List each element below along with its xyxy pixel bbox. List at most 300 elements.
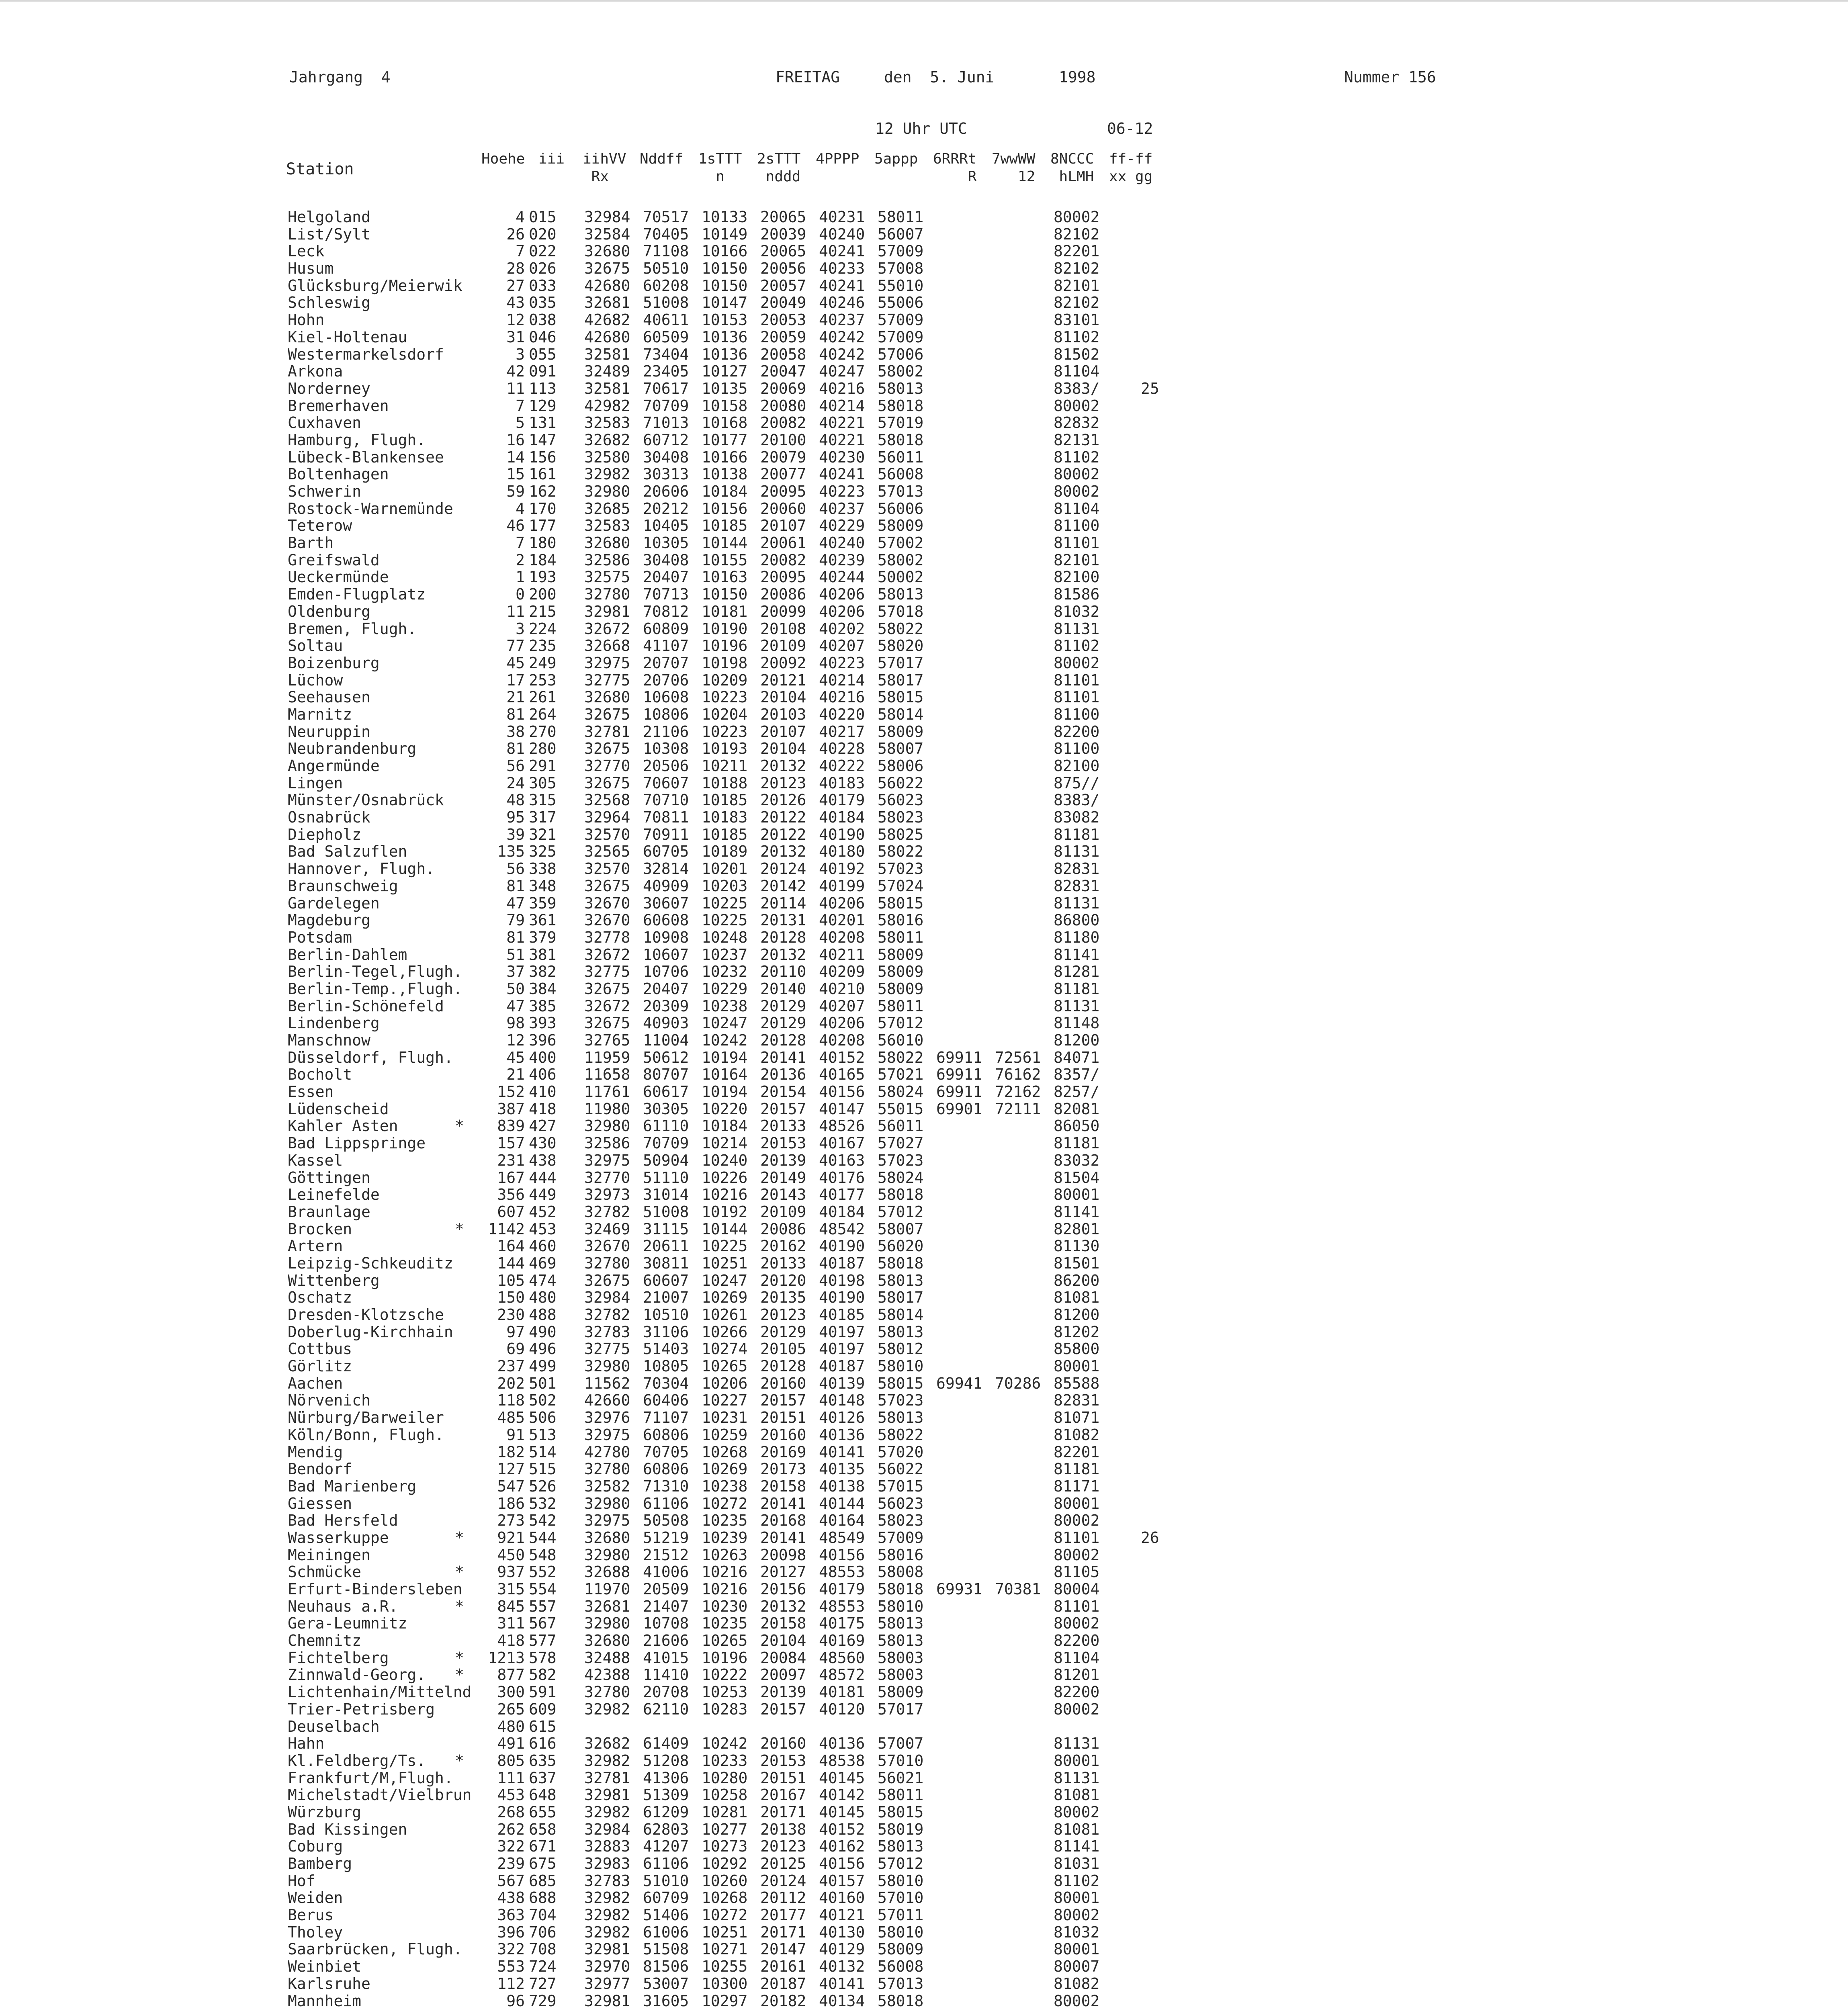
group-nddff: 10805 [643, 1357, 689, 1375]
station-height: 3 [516, 345, 525, 363]
group-2sttt: 20086 [760, 1220, 806, 1238]
station-name: Oldenburg [288, 602, 370, 620]
station-height: 396 [497, 1923, 525, 1941]
group-8nccc: 86050 [1054, 1117, 1100, 1135]
group-4pppp: 40206 [819, 585, 865, 604]
station-id: 729 [529, 1992, 557, 2009]
station-name: Coburg [288, 1837, 343, 1856]
station-name: Angermünde [288, 757, 380, 775]
group-8nccc: 81100 [1054, 740, 1100, 758]
group-5appp: 56021 [878, 1769, 924, 1787]
group-5appp: 56022 [878, 1460, 924, 1478]
group-nddff: 70705 [643, 1443, 689, 1461]
station-id: 685 [529, 1872, 557, 1890]
station-height: 839 [497, 1117, 525, 1135]
group-1sttt: 10251 [702, 1923, 748, 1941]
group-iihvv: 32980 [584, 1357, 630, 1375]
group-5appp: 58013 [878, 585, 924, 604]
group-1sttt: 10188 [702, 774, 748, 792]
group-4pppp: 48542 [819, 1220, 865, 1238]
group-1sttt: 10269 [702, 1289, 748, 1307]
station-height: 144 [497, 1254, 525, 1272]
group-2sttt: 20086 [760, 585, 806, 604]
group-nddff: 40903 [643, 1014, 689, 1032]
group-6rrrt: 69901 [936, 1100, 982, 1118]
group-2sttt: 20151 [760, 1409, 806, 1427]
group-8nccc: 81504 [1054, 1168, 1100, 1187]
station-column-header: Station [286, 160, 354, 178]
group-nddff: 51403 [643, 1340, 689, 1358]
group-1sttt: 10147 [702, 294, 748, 312]
group-iihvv: 32975 [584, 654, 630, 672]
station-height: 46 [506, 517, 525, 535]
group-1sttt: 10144 [702, 534, 748, 552]
group-5appp: 58003 [878, 1666, 924, 1684]
group-8nccc: 81104 [1054, 362, 1100, 381]
group-5appp: 56023 [878, 1494, 924, 1512]
group-2sttt: 20060 [760, 499, 806, 518]
group-5appp: 56006 [878, 499, 924, 518]
group-8nccc: 82100 [1054, 568, 1100, 586]
group-ff: 25 [1141, 379, 1159, 397]
group-nddff: 70517 [643, 208, 689, 226]
group-2sttt: 20158 [760, 1477, 806, 1495]
group-2sttt: 20099 [760, 602, 806, 620]
station-id: 147 [529, 431, 557, 449]
group-8nccc: 81181 [1054, 980, 1100, 998]
group-nddff: 31605 [643, 1992, 689, 2009]
observation-time: 12 Uhr UTC [875, 120, 967, 137]
group-1sttt: 10209 [702, 671, 748, 689]
group-7wwww: 70286 [995, 1374, 1041, 1392]
group-5appp: 58023 [878, 808, 924, 827]
group-2sttt: 20132 [760, 945, 806, 964]
group-4pppp: 40135 [819, 1460, 865, 1478]
group-iihvv: 32780 [584, 1254, 630, 1272]
group-4pppp: 40139 [819, 1374, 865, 1392]
group-5appp: 58024 [878, 1168, 924, 1187]
station-id: 591 [529, 1683, 557, 1701]
column-label-ff: ff-ff [1109, 151, 1153, 167]
group-8nccc: 81101 [1054, 688, 1100, 706]
column-label-iii: iii [538, 151, 565, 167]
station-height: 387 [497, 1100, 525, 1118]
station-height: 300 [497, 1683, 525, 1701]
station-height: 322 [497, 1940, 525, 1958]
group-iihvv: 32680 [584, 242, 630, 260]
group-iihvv: 32984 [584, 1820, 630, 1838]
station-name: Mannheim [288, 1992, 362, 2009]
station-name: Bad Lippspringe [288, 1134, 426, 1152]
group-2sttt: 20129 [760, 1014, 806, 1032]
station-height: 39 [506, 825, 525, 843]
station-id: 502 [529, 1391, 557, 1410]
group-2sttt: 20177 [760, 1906, 806, 1924]
group-4pppp: 40241 [819, 242, 865, 260]
group-2sttt: 20157 [760, 1391, 806, 1410]
group-4pppp: 40134 [819, 1992, 865, 2009]
group-2sttt: 20065 [760, 208, 806, 226]
group-5appp: 57013 [878, 1974, 924, 1993]
station-id: 224 [529, 620, 557, 638]
group-4pppp: 40169 [819, 1632, 865, 1650]
group-8nccc: 8383/ [1054, 791, 1100, 809]
group-5appp: 58017 [878, 671, 924, 689]
group-iihvv: 32783 [584, 1872, 630, 1890]
station-height: 105 [497, 1271, 525, 1289]
mountain-marker: * [455, 1563, 464, 1581]
station-name: Berus [288, 1906, 334, 1924]
group-iihvv: 32982 [584, 1889, 630, 1907]
station-name: Neubrandenburg [288, 740, 417, 758]
station-height: 81 [506, 705, 525, 723]
group-2sttt: 20141 [760, 1494, 806, 1512]
station-height: 3 [516, 620, 525, 638]
station-name: Dresden-Klotzsche [288, 1306, 444, 1324]
station-id: 131 [529, 414, 557, 432]
group-nddff: 51208 [643, 1751, 689, 1770]
group-1sttt: 10226 [702, 1168, 748, 1187]
group-5appp: 58018 [878, 1254, 924, 1272]
column-header-iii [538, 150, 565, 168]
group-1sttt: 10225 [702, 911, 748, 929]
group-iihvv: 32982 [584, 1700, 630, 1718]
station-name: Glücksburg/Meierwik [288, 276, 463, 295]
group-2sttt: 20127 [760, 1563, 806, 1581]
station-id: 499 [529, 1357, 557, 1375]
group-7wwww: 72561 [995, 1048, 1041, 1066]
group-1sttt: 10242 [702, 1735, 748, 1753]
group-5appp: 57019 [878, 414, 924, 432]
group-2sttt: 20132 [760, 843, 806, 861]
station-height: 5 [516, 414, 525, 432]
station-height: 937 [497, 1563, 525, 1581]
group-4pppp: 40223 [819, 654, 865, 672]
station-id: 215 [529, 602, 557, 620]
group-iihvv: 32883 [584, 1837, 630, 1856]
group-5appp: 56023 [878, 791, 924, 809]
column-header-hoehe [481, 150, 525, 168]
column-label-ww: 7wwWW [992, 151, 1036, 167]
station-height: 12 [506, 1031, 525, 1049]
station-height: 16 [506, 431, 525, 449]
station-height: 7 [516, 534, 525, 552]
group-2sttt: 20138 [760, 1820, 806, 1838]
station-name: Husum [288, 260, 334, 278]
group-1sttt: 10168 [702, 414, 748, 432]
group-1sttt: 10261 [702, 1306, 748, 1324]
group-8nccc: 81105 [1054, 1563, 1100, 1581]
group-5appp: 57024 [878, 877, 924, 895]
group-4pppp: 48538 [819, 1751, 865, 1770]
group-5appp: 57006 [878, 345, 924, 363]
station-name: Lichtenhain/Mittelnd [288, 1683, 472, 1701]
group-5appp: 57009 [878, 1528, 924, 1547]
group-4pppp: 40138 [819, 1477, 865, 1495]
station-id: 348 [529, 877, 557, 895]
group-5appp: 58011 [878, 997, 924, 1015]
station-id: 532 [529, 1494, 557, 1512]
station-height: 4 [516, 499, 525, 518]
group-2sttt: 20141 [760, 1048, 806, 1066]
station-name: Norderney [288, 379, 370, 397]
group-4pppp: 40148 [819, 1391, 865, 1410]
group-iihvv: 32675 [584, 1271, 630, 1289]
group-iihvv: 32984 [584, 1289, 630, 1307]
group-iihvv: 32982 [584, 465, 630, 483]
station-name: Berlin-Tegel,Flugh. [288, 963, 463, 981]
group-5appp: 58018 [878, 1992, 924, 2009]
group-iihvv: 32770 [584, 1168, 630, 1187]
group-5appp: 58009 [878, 1683, 924, 1701]
station-id: 177 [529, 517, 557, 535]
group-8nccc: 81131 [1054, 1769, 1100, 1787]
station-height: 237 [497, 1357, 525, 1375]
group-nddff: 11004 [643, 1031, 689, 1049]
group-2sttt: 20151 [760, 1769, 806, 1787]
group-8nccc: 81081 [1054, 1289, 1100, 1307]
group-2sttt: 20057 [760, 276, 806, 295]
group-5appp: 58022 [878, 843, 924, 861]
group-iihvv: 32980 [584, 1117, 630, 1135]
group-iihvv: 32488 [584, 1649, 630, 1667]
group-2sttt: 20124 [760, 1872, 806, 1890]
group-8nccc: 82081 [1054, 1100, 1100, 1118]
group-5appp: 58009 [878, 980, 924, 998]
column-label-ap: 5appp [874, 151, 918, 167]
group-7wwww: 72111 [995, 1100, 1041, 1118]
station-id: 249 [529, 654, 557, 672]
group-2sttt: 20160 [760, 1735, 806, 1753]
station-height: 150 [497, 1289, 525, 1307]
group-nddff: 31115 [643, 1220, 689, 1238]
group-4pppp: 40190 [819, 1289, 865, 1307]
group-8nccc: 81102 [1054, 328, 1100, 346]
station-id: 379 [529, 928, 557, 946]
group-1sttt: 10163 [702, 568, 748, 586]
column-header-iihvv [583, 150, 626, 186]
station-height: 69 [506, 1340, 525, 1358]
group-4pppp: 40237 [819, 499, 865, 518]
group-nddff: 40909 [643, 877, 689, 895]
station-name: Essen [288, 1083, 334, 1101]
group-4pppp: 40152 [819, 1820, 865, 1838]
group-2sttt: 20123 [760, 1837, 806, 1856]
station-id: 162 [529, 483, 557, 500]
station-id: 578 [529, 1649, 557, 1667]
station-id: 156 [529, 448, 557, 466]
group-5appp: 58024 [878, 1083, 924, 1101]
group-nddff: 10510 [643, 1306, 689, 1324]
group-iihvv: 11658 [584, 1066, 630, 1084]
column-subheader-ff: xx gg [1109, 168, 1153, 185]
group-8nccc: 84071 [1054, 1048, 1100, 1066]
group-iihvv: 32975 [584, 1426, 630, 1444]
mountain-marker: * [455, 1528, 464, 1547]
station-name: Bremen, Flugh. [288, 620, 417, 638]
group-nddff: 41107 [643, 637, 689, 655]
station-name: Lindenberg [288, 1014, 380, 1032]
station-id: 704 [529, 1906, 557, 1924]
group-nddff: 30408 [643, 551, 689, 569]
group-8nccc: 81501 [1054, 1254, 1100, 1272]
group-7wwww: 70381 [995, 1580, 1041, 1598]
group-8nccc: 81200 [1054, 1306, 1100, 1324]
group-4pppp: 40206 [819, 1014, 865, 1032]
station-height: 48 [506, 791, 525, 809]
group-1sttt: 10233 [702, 1751, 748, 1770]
group-iihvv: 32670 [584, 1237, 630, 1255]
group-1sttt: 10127 [702, 362, 748, 381]
group-2sttt: 20171 [760, 1803, 806, 1821]
group-iihvv: 32668 [584, 637, 630, 655]
group-nddff: 30313 [643, 465, 689, 483]
group-iihvv: 32982 [584, 1906, 630, 1924]
group-4pppp: 40197 [819, 1323, 865, 1341]
station-height: 15 [506, 465, 525, 483]
group-4pppp: 40233 [819, 260, 865, 278]
group-2sttt: 20120 [760, 1271, 806, 1289]
station-height: 921 [497, 1528, 525, 1547]
station-name: Greifswald [288, 551, 380, 569]
group-6rrrt: 69911 [936, 1048, 982, 1066]
group-nddff: 81506 [643, 1958, 689, 1976]
group-2sttt: 20160 [760, 1374, 806, 1392]
group-1sttt: 10247 [702, 1014, 748, 1032]
group-5appp: 58010 [878, 1357, 924, 1375]
group-4pppp: 40126 [819, 1409, 865, 1427]
station-id: 270 [529, 722, 557, 741]
group-1sttt: 10184 [702, 1117, 748, 1135]
group-2sttt: 20128 [760, 1357, 806, 1375]
group-1sttt: 10144 [702, 1220, 748, 1238]
group-1sttt: 10196 [702, 1649, 748, 1667]
station-height: 24 [506, 774, 525, 792]
group-8nccc: 82831 [1054, 860, 1100, 878]
group-4pppp: 40167 [819, 1134, 865, 1152]
group-4pppp: 40175 [819, 1614, 865, 1633]
group-5appp: 58014 [878, 705, 924, 723]
group-4pppp: 40184 [819, 1203, 865, 1221]
group-5appp: 58010 [878, 1872, 924, 1890]
station-name: Hannover, Flugh. [288, 860, 435, 878]
group-1sttt: 10214 [702, 1134, 748, 1152]
station-name: Saarbrücken, Flugh. [288, 1940, 463, 1958]
group-2sttt: 20169 [760, 1443, 806, 1461]
group-8nccc: 80002 [1054, 483, 1100, 500]
station-name: Chemnitz [288, 1632, 362, 1650]
station-id: 469 [529, 1254, 557, 1272]
group-8nccc: 81101 [1054, 1528, 1100, 1547]
group-5appp: 56010 [878, 1031, 924, 1049]
station-id: 542 [529, 1512, 557, 1530]
station-name: Neuhaus a.R. [288, 1597, 398, 1615]
station-height: 59 [506, 483, 525, 500]
station-id: 526 [529, 1477, 557, 1495]
group-1sttt: 10277 [702, 1820, 748, 1838]
group-2sttt: 20125 [760, 1855, 806, 1872]
group-5appp: 57007 [878, 1735, 924, 1753]
group-5appp: 58013 [878, 1837, 924, 1856]
group-5appp: 58022 [878, 1048, 924, 1066]
group-2sttt: 20136 [760, 1066, 806, 1084]
group-2sttt: 20100 [760, 431, 806, 449]
group-4pppp: 40177 [819, 1186, 865, 1204]
group-4pppp: 40210 [819, 980, 865, 998]
group-iihvv: 32581 [584, 345, 630, 363]
group-iihvv: 32782 [584, 1306, 630, 1324]
station-name: Lübeck-Blankensee [288, 448, 444, 466]
group-8nccc: 80002 [1054, 465, 1100, 483]
group-nddff: 51219 [643, 1528, 689, 1547]
group-nddff: 71013 [643, 414, 689, 432]
group-1sttt: 10166 [702, 242, 748, 260]
station-height: 56 [506, 860, 525, 878]
group-4pppp: 40199 [819, 877, 865, 895]
period-range: 06-12 [1107, 120, 1153, 137]
station-height: 28 [506, 260, 525, 278]
station-height: 877 [497, 1666, 525, 1684]
group-1sttt: 10271 [702, 1940, 748, 1958]
group-iihvv: 32680 [584, 1632, 630, 1650]
group-5appp: 58013 [878, 379, 924, 397]
station-height: 322 [497, 1837, 525, 1856]
group-8nccc: 81102 [1054, 1872, 1100, 1890]
group-5appp: 58010 [878, 1923, 924, 1941]
group-1sttt: 10272 [702, 1906, 748, 1924]
station-name: Düsseldorf, Flugh. [288, 1048, 453, 1066]
group-5appp: 58013 [878, 1323, 924, 1341]
station-id: 235 [529, 637, 557, 655]
group-4pppp: 40136 [819, 1426, 865, 1444]
group-2sttt: 20153 [760, 1751, 806, 1770]
group-2sttt: 20142 [760, 877, 806, 895]
group-4pppp: 40181 [819, 1683, 865, 1701]
station-height: 43 [506, 294, 525, 312]
group-8nccc: 81101 [1054, 1597, 1100, 1615]
group-1sttt: 10251 [702, 1254, 748, 1272]
group-nddff: 20708 [643, 1683, 689, 1701]
column-header-ap [874, 150, 918, 168]
group-2sttt: 20128 [760, 928, 806, 946]
group-4pppp: 40132 [819, 1958, 865, 1976]
group-2sttt: 20132 [760, 757, 806, 775]
group-4pppp: 40164 [819, 1512, 865, 1530]
group-iihvv: 42682 [584, 311, 630, 329]
group-1sttt: 10138 [702, 465, 748, 483]
station-height: 152 [497, 1083, 525, 1101]
group-nddff: 51110 [643, 1168, 689, 1187]
group-8nccc: 81104 [1054, 1649, 1100, 1667]
group-6rrrt: 69911 [936, 1083, 982, 1101]
group-2sttt: 20123 [760, 1306, 806, 1324]
group-iihvv: 42388 [584, 1666, 630, 1684]
station-name: Marnitz [288, 705, 352, 723]
station-name: Helgoland [288, 208, 370, 226]
group-4pppp: 40144 [819, 1494, 865, 1512]
group-iihvv: 32680 [584, 688, 630, 706]
group-1sttt: 10281 [702, 1803, 748, 1821]
group-nddff: 41006 [643, 1563, 689, 1581]
group-8nccc: 82201 [1054, 1443, 1100, 1461]
station-name: Rostock-Warnemünde [288, 499, 453, 518]
station-name: Westermarkelsdorf [288, 345, 444, 363]
group-iihvv: 32675 [584, 980, 630, 998]
group-iihvv: 32675 [584, 877, 630, 895]
group-5appp: 58017 [878, 1289, 924, 1307]
group-8nccc: 80007 [1054, 1958, 1100, 1976]
group-8nccc: 81202 [1054, 1323, 1100, 1341]
